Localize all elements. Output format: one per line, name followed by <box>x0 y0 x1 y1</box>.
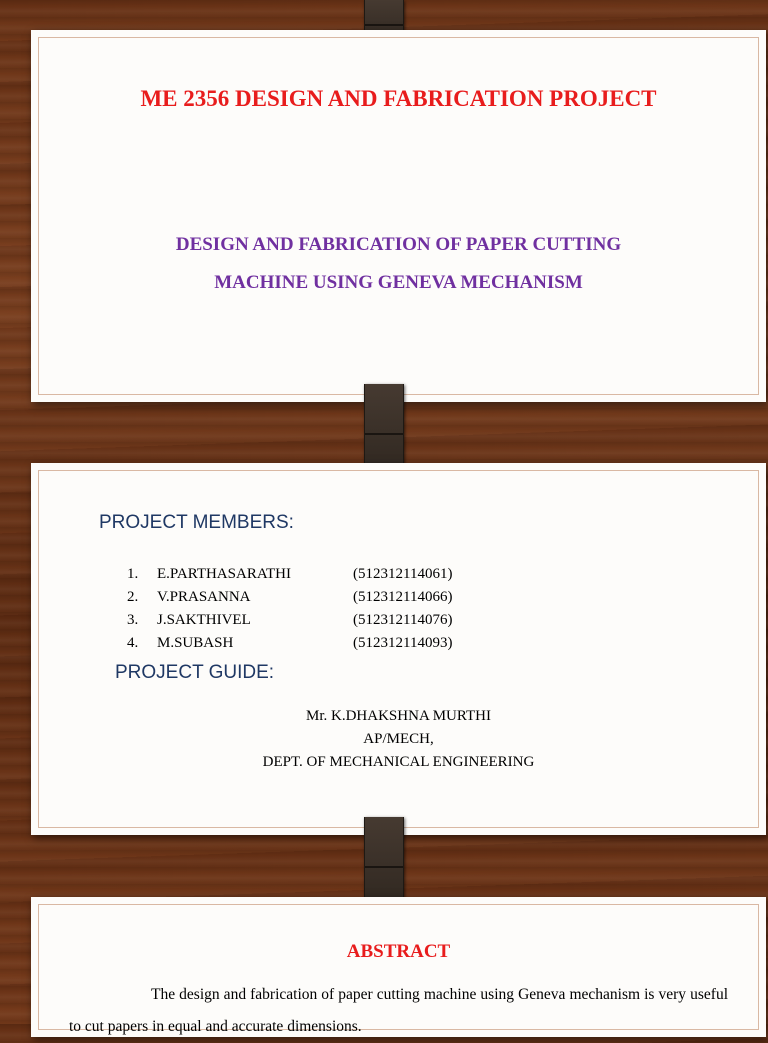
list-item <box>127 632 452 655</box>
list-item <box>127 563 452 586</box>
member-id: (512312114093) <box>353 635 453 651</box>
abstract-heading: ABSTRACT <box>346 941 451 962</box>
guide-heading: PROJECT GUIDE: <box>115 662 275 683</box>
abstract-slide <box>31 897 766 1037</box>
abstract-text: The design and fabrication of paper cutting machine using Geneva mechanism is very useful to cut papers in equal and accurate dimensions. <box>69 986 728 1035</box>
guide-name: Mr. K.DHAKSHNA MURTHI <box>306 708 491 724</box>
members-list <box>127 563 452 655</box>
member-number: 1. <box>127 566 139 582</box>
member-name: E.PARTHASARATHI <box>157 566 291 582</box>
guide-department: DEPT. OF MECHANICAL ENGINEERING <box>262 754 535 770</box>
members-heading: PROJECT MEMBERS: <box>99 512 294 533</box>
title-slide <box>31 30 766 402</box>
guide-details <box>31 705 766 774</box>
project-title <box>31 226 766 302</box>
member-number: 3. <box>127 612 139 628</box>
list-item <box>127 586 452 609</box>
course-title: ME 2356 DESIGN AND FABRICATION PROJECT <box>140 86 657 111</box>
member-number: 2. <box>127 589 139 605</box>
member-id: (512312114066) <box>353 589 453 605</box>
project-title-line-1: DESIGN AND FABRICATION OF PAPER CUTTING <box>175 234 622 255</box>
member-name: V.PRASANNA <box>157 589 251 605</box>
list-item <box>127 609 452 632</box>
members-slide <box>31 463 766 835</box>
member-id: (512312114076) <box>353 612 453 628</box>
member-id: (512312114061) <box>353 566 453 582</box>
member-name: M.SUBASH <box>157 635 234 651</box>
member-name: J.SAKTHIVEL <box>157 612 251 628</box>
member-number: 4. <box>127 635 139 651</box>
project-title-line-2: MACHINE USING GENEVA MECHANISM <box>214 272 583 293</box>
guide-designation: AP/MECH, <box>363 731 434 747</box>
